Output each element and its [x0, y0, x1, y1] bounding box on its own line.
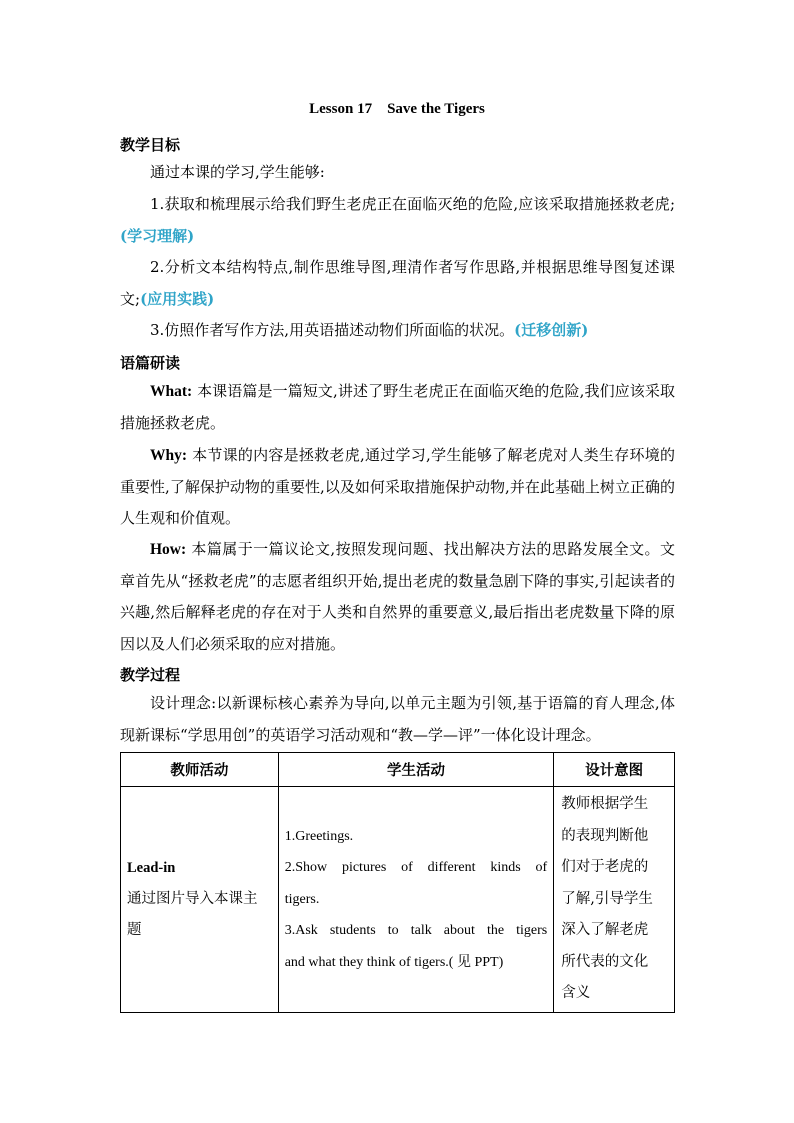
goals-intro: 通过本课的学习,学生能够: [150, 163, 325, 181]
student-activity-cell [278, 787, 554, 1013]
table-header-row [121, 753, 675, 787]
goals-heading: 教学目标 [120, 136, 181, 154]
goal-tag: (应用实践) [140, 289, 215, 308]
goal-tag: (学习理解) [120, 226, 195, 245]
table-row [121, 787, 675, 1013]
teacher-activity-text: 题 [127, 921, 142, 938]
analysis-how [120, 534, 675, 660]
student-activity-line: 1.Greetings. [284, 828, 354, 844]
goal-item-3 [120, 315, 675, 347]
what-label: What: [150, 383, 193, 400]
lead-in-label: Lead-in [127, 859, 176, 876]
teacher-activity-cell [121, 787, 279, 1013]
design-idea: 设计理念:以新课标核心素养为导向,以单元主题为引领,基于语篇的育人理念,体现新课标“学思用创”的英语学习活动观和“教—学—评”一体化设计理念。 [120, 694, 675, 744]
student-activity-line: 2.Show pictures of different kinds of [284, 860, 548, 875]
lesson-plan-table [120, 752, 675, 1013]
header-teacher-activity: 教师活动 [121, 753, 279, 787]
analysis-what [120, 376, 675, 439]
student-activity-line: and what they think of tigers.( 见 PPT) [284, 954, 504, 970]
goal-item-2 [120, 252, 675, 315]
design-intent-line: 含义 [561, 985, 591, 1001]
analysis-heading: 语篇研读 [120, 354, 181, 372]
design-intent-line: 的表现判断他 [561, 827, 649, 844]
header-student-activity: 学生活动 [278, 753, 554, 787]
lesson-title: Lesson 17 Save the Tigers [309, 101, 485, 117]
teacher-activity-text: 通过图片导入本课主 [127, 890, 258, 907]
design-intent-line: 教师根据学生 [561, 796, 649, 812]
how-label: How: [150, 541, 187, 558]
analysis-why [120, 440, 675, 535]
why-label: Why: [150, 447, 188, 464]
goal-tag: (迁移创新) [514, 321, 589, 339]
design-intent-cell [554, 787, 675, 1013]
design-intent-line: 们对于老虎的 [561, 859, 649, 875]
goal-text: 1.获取和梳理展示给我们野生老虎正在面临灭绝的危险,应该采取措施拯救老虎; [150, 195, 675, 213]
student-activity-line: 3.Ask students to talk about the tigers [284, 923, 548, 938]
goal-text: 3.仿照作者写作方法,用英语描述动物们所面临的状况。 [150, 321, 515, 339]
why-text: 本节课的内容是拯救老虎,通过学习,学生能够了解老虎对人类生存环境的重要性,了解保护动物的重要性,以及如何采取措施保护动物,并在此基础上树立正确的人生观和价值观。 [120, 446, 675, 527]
what-text: 本课语篇是一篇短文,讲述了野生老虎正在面临灭绝的危险,我们应该采取措施拯救老虎。 [120, 382, 675, 432]
design-intent-line: 深入了解老虎 [561, 922, 649, 938]
student-activity-line: tigers. [284, 891, 320, 907]
goal-item-1 [120, 189, 675, 252]
process-heading: 教学过程 [120, 666, 181, 684]
goal-text: 2.分析文本结构特点,制作思维导图,理清作者写作思路,并根据思维导图复述课文; [120, 258, 675, 308]
header-design-intent: 设计意图 [554, 753, 675, 787]
design-intent-line: 所代表的文化 [561, 953, 649, 970]
design-intent-line: 了解,引导学生 [561, 890, 653, 907]
how-text: 本篇属于一篇议论文,按照发现问题、找出解决方法的思路发展全文。文章首先从“拯救老虎”的志愿者组织开始,提出老虎的数量急剧下降的事实,引起读者的兴趣,然后解释老虎的存在对于人类和自然界的重要意义,最后指出老虎数量下降的原因以及人们必须采取的应对措施。 [120, 540, 675, 653]
